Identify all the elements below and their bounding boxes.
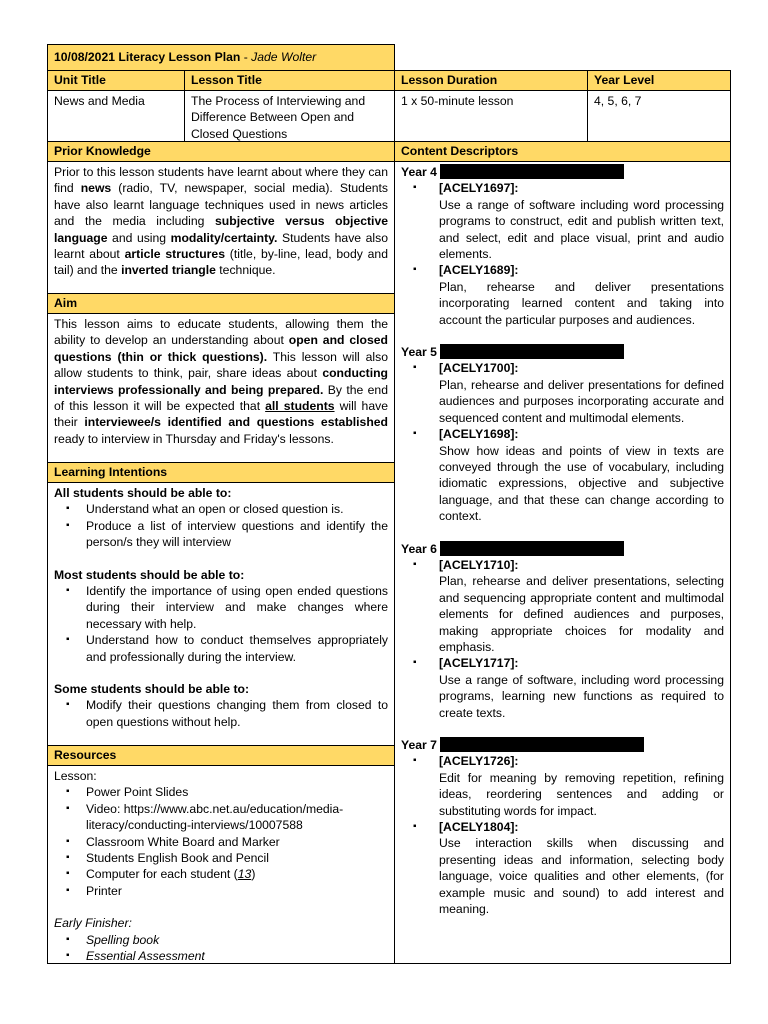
- pk-text-6: technique.: [215, 263, 276, 278]
- learning-intentions-body: [47, 482, 395, 746]
- year-5-label-row: [401, 344, 724, 360]
- descriptor-text: Use a range of software including word processing programs to construct, edit and publish written text, and select, edit and place visual, print and audio elements.: [439, 197, 724, 262]
- list-item: ▪ Produce a list of interview questions and identify the person/s they will interview: [86, 518, 388, 551]
- early-finisher-list: [54, 932, 388, 965]
- pk-text-2: (radio, TV, newspaper, social media). Students have also learnt language techniques used in news articles and the media including: [54, 181, 388, 229]
- year-6-label: Year 6: [401, 541, 437, 556]
- descriptor-item: [401, 360, 724, 426]
- year-4-section: [401, 164, 724, 328]
- list-item: ▪ Video: https://www.abc.net.au/education/media-literacy/conducting-interviews/10007588: [86, 801, 388, 834]
- descriptor-code: [ACELY1689]:: [439, 263, 519, 278]
- most-students-list: [54, 583, 388, 665]
- some-students-label: Some students should be able to:: [54, 682, 250, 697]
- list-item: ▪ Printer: [86, 883, 388, 899]
- list-item: [86, 866, 388, 882]
- aim-header: Aim: [47, 293, 395, 314]
- pk-text-5: (title, by-line, lead, body and tail) and the: [54, 247, 388, 278]
- descriptor-item: [401, 557, 724, 655]
- title-separator: -: [240, 50, 252, 64]
- computer-count: 13: [237, 867, 252, 882]
- year-level-header: Year Level: [587, 70, 731, 91]
- aim-text-3: By the end of this lesson it will be expected that: [54, 382, 388, 414]
- descriptor-code: [ACELY1726]:: [439, 754, 519, 769]
- pk-modality: modality/certainty.: [170, 230, 278, 245]
- resources-body: [47, 765, 395, 964]
- lesson-title-value: The Process of Interviewing and Difference Between Open and Closed Questions: [184, 90, 395, 142]
- descriptor-code: [ACELY1697]:: [439, 181, 519, 196]
- pk-text-3: and using: [107, 230, 171, 245]
- aim-text-2: This lesson will also allow students to think, pair, share ideas about: [54, 349, 388, 381]
- aim-open-closed: open and closed questions (thin or thick questions).: [54, 333, 388, 364]
- aim-all-students: all students: [265, 399, 335, 414]
- descriptor-item: [401, 819, 724, 917]
- year-7-label-row: [401, 737, 724, 753]
- year-4-label: Year 4: [401, 165, 437, 179]
- pk-news: news: [80, 181, 112, 196]
- year-5-label: Year 5: [401, 345, 437, 360]
- unit-title-header: Unit Title: [47, 70, 185, 91]
- list-item: ▪ Spelling book: [86, 932, 388, 948]
- computer-suffix: ): [251, 867, 256, 882]
- most-students-label: Most students should be able to:: [54, 567, 245, 582]
- date-title: 10/08/2021 Literacy Lesson Plan: [54, 50, 241, 64]
- descriptor-item: [401, 753, 724, 819]
- year-6-label-row: [401, 541, 724, 557]
- list-item: ▪ Power Point Slides: [86, 784, 388, 800]
- list-item: ▪ Understand how to conduct themselves appropriately and professionally during the interview.: [86, 632, 388, 665]
- teacher-name: Jade Wolter: [251, 50, 317, 64]
- pk-text-1: Prior to this lesson students have learnt about where they can find: [54, 165, 388, 196]
- pk-inverted: inverted triangle: [121, 263, 216, 278]
- early-finisher-label: Early Finisher:: [54, 916, 132, 931]
- aim-text-1: This lesson aims to educate students, allowing them the ability to develop an understanding about: [54, 317, 388, 348]
- pk-structures: article structures: [124, 247, 225, 262]
- descriptor-text: Edit for meaning by removing repetition, refining ideas, reordering sentences and adding or substituting words for impact.: [439, 770, 724, 818]
- prior-knowledge-body: [47, 161, 395, 294]
- descriptor-text: Use interaction skills when discussing and presenting ideas and information, selecting body language, voice qualities and other elements, (for example music and sound) to add interest and meaning.: [439, 836, 724, 917]
- year-level-value: 4, 5, 6, 7: [587, 90, 731, 142]
- descriptor-text: Plan, rehearse and deliver presentations, selecting and sequencing appropriate content and multimodal elements for defined audiences and purposes, making appropriate choices for modality and emphasis.: [439, 574, 724, 654]
- descriptor-text: Use a range of software, including word processing programs, learning new functions as required to create texts.: [439, 672, 724, 720]
- list-item: ▪ Classroom White Board and Marker: [86, 834, 388, 850]
- prior-knowledge-header: Prior Knowledge: [47, 141, 395, 162]
- descriptor-text: Plan, rehearse and deliver presentations for defined audiences and purposes incorporating accurate and sequenced content and multimodal elements.: [439, 377, 724, 425]
- descriptor-code: [ACELY1717]:: [439, 656, 519, 671]
- resources-list: [54, 784, 388, 899]
- list-item: ▪ Essential Assessment: [86, 948, 388, 964]
- list-item: ▪ Understand what an open or closed question is.: [86, 501, 388, 517]
- lesson-plan-title: [47, 44, 395, 71]
- year-7-label: Year 7: [401, 738, 437, 752]
- pk-subjective: subjective versus objective language: [54, 214, 388, 245]
- year-4-label-row: [401, 164, 724, 180]
- lesson-title-header: Lesson Title: [184, 70, 395, 91]
- redaction-bar: [440, 737, 644, 752]
- content-descriptors-header: Content Descriptors: [394, 141, 731, 162]
- year-5-section: [401, 344, 724, 524]
- all-students-label: All students should be able to:: [54, 486, 232, 500]
- redaction-bar: [440, 344, 624, 359]
- descriptor-item: [401, 262, 724, 328]
- content-descriptors-body: [394, 161, 731, 964]
- unit-title-value: News and Media: [47, 90, 185, 142]
- aim-text-5: ready to interview in Thursday and Friday's lessons.: [54, 431, 334, 446]
- learning-intentions-header: Learning Intentions: [47, 462, 395, 483]
- all-students-list: [54, 501, 388, 550]
- descriptor-item: [401, 655, 724, 721]
- computer-text: Computer for each student (: [86, 867, 238, 882]
- some-students-list: [54, 697, 388, 730]
- descriptor-text: Plan, rehearse and deliver presentations incorporating learned content and taking into account the particular purposes and audiences.: [439, 279, 724, 327]
- aim-interviewees: interviewee/s identified and questions established: [84, 415, 388, 430]
- descriptor-code: [ACELY1698]:: [439, 427, 519, 442]
- list-item: ▪ Identify the importance of using open ended questions during their interview and make changes where necessary with help.: [86, 583, 388, 632]
- resources-header: Resources: [47, 745, 395, 766]
- descriptor-item: [401, 426, 724, 524]
- descriptor-code: [ACELY1700]:: [439, 361, 519, 376]
- redaction-bar: [440, 541, 624, 556]
- list-item: ▪ Students English Book and Pencil: [86, 850, 388, 866]
- year-6-section: [401, 541, 724, 721]
- pk-text-4: Students have also learnt about: [54, 230, 388, 262]
- descriptor-text: Show how ideas and points of view in texts are conveyed through the use of vocabulary, including idiomatic expressions, objective and subjective language, and that these can change according to context.: [439, 443, 724, 524]
- aim-text-4: will have their: [54, 399, 388, 430]
- descriptor-code: [ACELY1710]:: [439, 557, 519, 572]
- lesson-duration-value: 1 x 50-minute lesson: [394, 90, 588, 142]
- aim-interviews: conducting interviews professionally and being prepared.: [54, 366, 388, 397]
- descriptor-code: [ACELY1804]:: [439, 820, 519, 835]
- list-item: ▪ Modify their questions changing them from closed to open questions without help.: [86, 697, 388, 730]
- lesson-label: Lesson:: [54, 769, 97, 783]
- lesson-duration-header: Lesson Duration: [394, 70, 588, 91]
- aim-body: [47, 313, 395, 463]
- year-7-section: [401, 737, 724, 917]
- descriptor-item: [401, 180, 724, 262]
- redaction-bar: [440, 164, 624, 179]
